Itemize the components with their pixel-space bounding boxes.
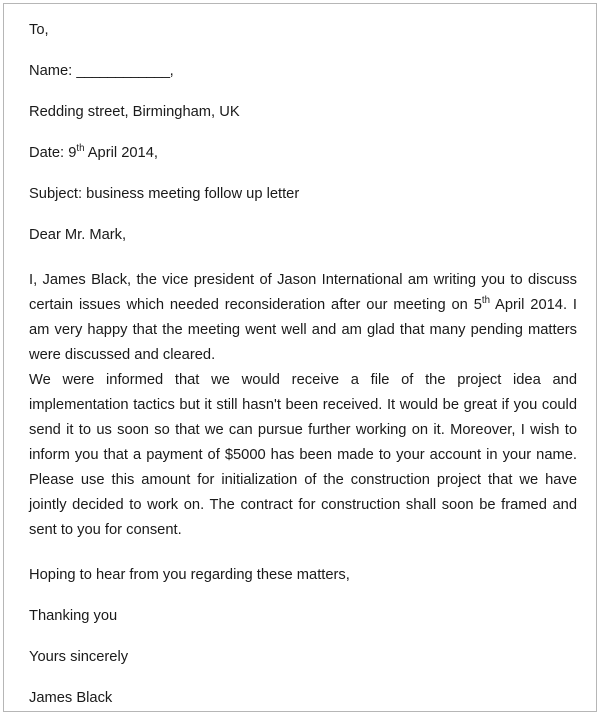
name-label: Name: (29, 63, 73, 79)
paragraph1-meeting-day: 5 (473, 297, 482, 313)
to-text: To, (29, 22, 49, 38)
address-text: Redding street, Birmingham, UK (29, 104, 240, 120)
letter-subject (29, 186, 577, 203)
letter-content (29, 22, 577, 707)
salutation-text: Dear Mr. Mark, (29, 227, 127, 243)
recipient-to-label (29, 22, 577, 39)
signature-name: James Black (29, 690, 113, 706)
subject-text: Subject: business meeting follow up letter (29, 186, 300, 202)
name-trailing-comma: , (169, 63, 174, 79)
body-paragraph-1 (29, 268, 577, 368)
body-paragraph-2: We were informed that we would receive a file of the project idea and implementation tactics but it still hasn't been received. It would be great if you could send it to us soon so that we can pursue further working on it. Moreover, I wish to inform you that a payment of $5000 has been made to your account in your name. Please use this amount for initialization of the construction project that we have jointly decided to work on. The contract for construction shall soon be framed and sent to you for consent. (29, 372, 577, 538)
date-rest: April 2014, (84, 145, 158, 161)
paragraph1-ordinal-suffix: th (481, 295, 490, 307)
letter-salutation (29, 227, 577, 244)
name-blank-field[interactable]: ____________ (76, 63, 170, 79)
closing-sign-off: Yours sincerely (29, 649, 129, 665)
paragraph1-part1: I, James Black, the vice president of Jason International am writing you to discuss certain issues which needed reconsideration after our meeting on (29, 272, 577, 313)
date-label: Date: (29, 145, 65, 161)
date-ordinal-suffix: th (76, 143, 85, 155)
letter-closing (29, 567, 577, 707)
paragraph1-part2: April 2014. I am very happy that the meeting went well and am glad that many pending matters were discussed and cleared. (29, 297, 577, 363)
date-day: 9 (68, 145, 77, 161)
recipient-name-line (29, 63, 577, 80)
letter-date-line (29, 145, 577, 162)
closing-hoping-line: Hoping to hear from you regarding these matters, (29, 567, 350, 583)
recipient-address (29, 104, 577, 121)
letter-body (29, 268, 577, 543)
closing-thanking-line: Thanking you (29, 608, 118, 624)
